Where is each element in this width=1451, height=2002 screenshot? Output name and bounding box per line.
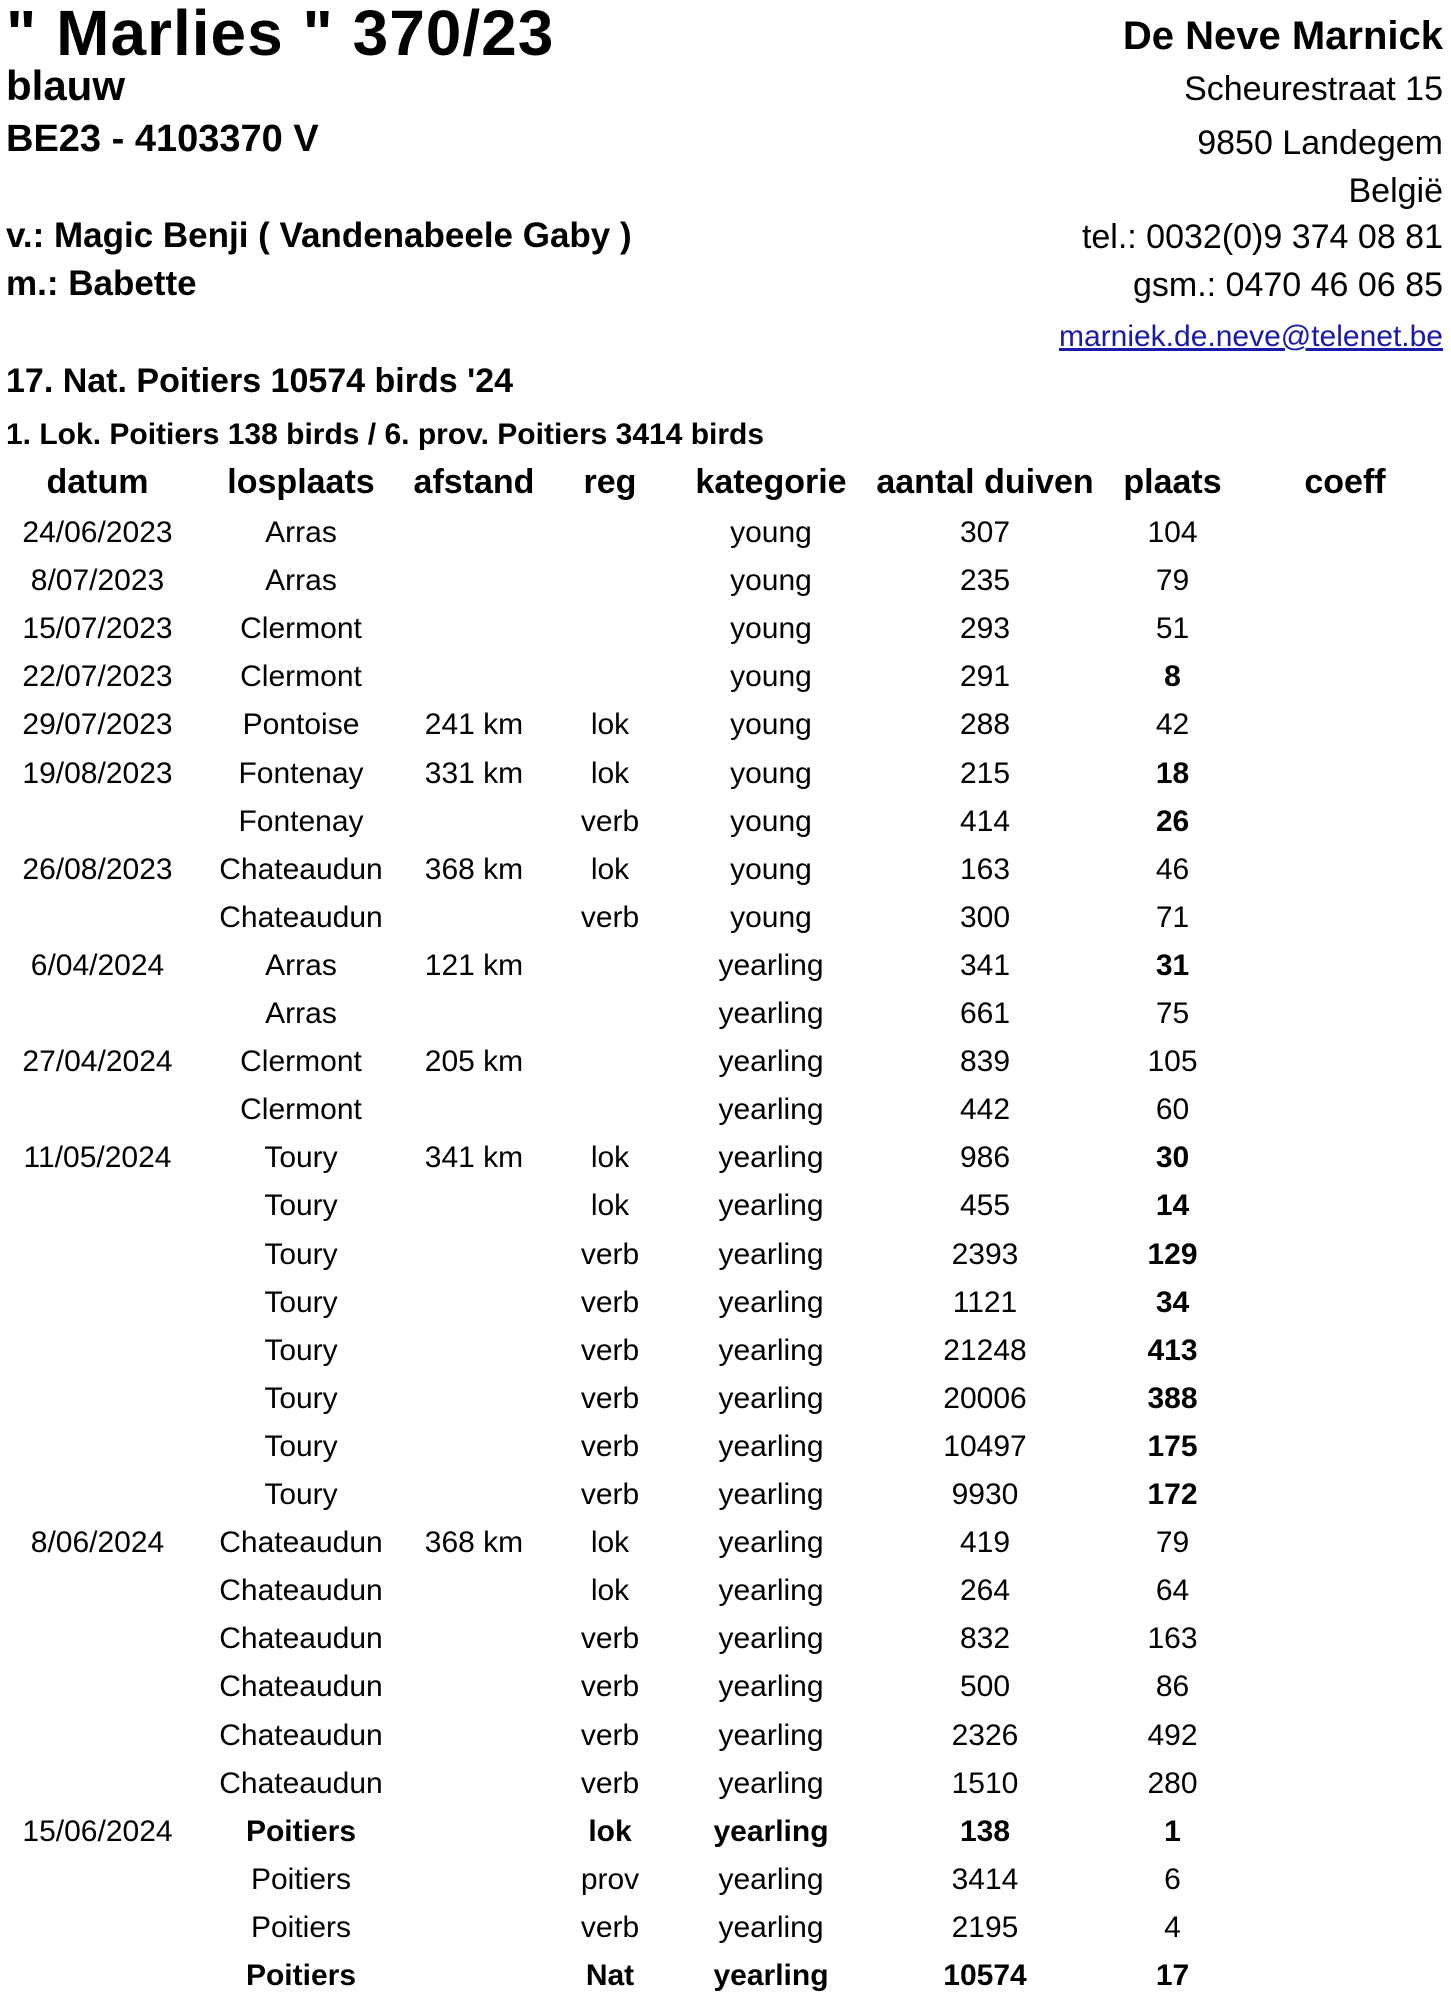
cell-aantal-duiven: 1121 (952, 1285, 1018, 1319)
cell-kategorie: young (730, 660, 812, 694)
cell-losplaats: Chateaudun (219, 1718, 383, 1752)
table-row (0, 1808, 1451, 1856)
cell-losplaats: Toury (264, 1189, 338, 1223)
cell-plaats: 42 (1155, 708, 1190, 742)
cell-losplaats: Toury (264, 1285, 338, 1319)
table-row (0, 701, 1451, 749)
cell-losplaats: Clermont (240, 612, 362, 646)
cell-losplaats: Arras (265, 997, 337, 1030)
table-row (0, 798, 1451, 846)
cell-kategorie: yearling (718, 1526, 824, 1560)
cell-aantal-duiven: 3414 (951, 1862, 1019, 1896)
table-row (0, 1231, 1451, 1279)
cell-losplaats: Arras (265, 564, 337, 598)
cell-aantal-duiven: 414 (959, 804, 1011, 838)
table-row (0, 653, 1451, 701)
sire-line: v.: Magic Benji ( Vandenabeele Gaby ) (6, 216, 632, 255)
table-row (0, 1182, 1451, 1230)
cell-plaats: 71 (1155, 900, 1190, 934)
cell-aantal-duiven: 832 (959, 1622, 1011, 1656)
cell-losplaats: Toury (264, 1429, 338, 1463)
cell-datum: 22/07/2023 (22, 660, 173, 694)
cell-afstand: 341 km (424, 1141, 524, 1175)
cell-kategorie: young (730, 900, 812, 934)
table-row (0, 557, 1451, 605)
ring-number: BE23 - 4103370 V (6, 118, 319, 160)
cell-datum: 8/06/2024 (30, 1526, 165, 1560)
cell-datum: 8/07/2023 (30, 564, 165, 598)
cell-kategorie: yearling (718, 1429, 824, 1463)
cell-losplaats: Toury (264, 1237, 338, 1271)
cell-plaats: 30 (1155, 1141, 1190, 1175)
cell-kategorie: yearling (718, 1622, 824, 1656)
column-header-coeff: coeff (1304, 463, 1386, 501)
owner-street: Scheurestraat 15 (1184, 70, 1443, 108)
cell-aantal-duiven: 215 (959, 756, 1011, 790)
table-row (0, 1038, 1451, 1086)
cell-kategorie: yearling (718, 948, 824, 982)
table-header-row (0, 458, 1451, 506)
pigeon-name-title: " Marlies " 370/23 (6, 0, 555, 69)
column-header-reg: reg (583, 463, 637, 501)
cell-afstand: 331 km (424, 756, 524, 790)
cell-reg: verb (580, 804, 640, 838)
cell-plaats: 75 (1155, 997, 1190, 1030)
table-row (0, 894, 1451, 942)
cell-kategorie: young (730, 756, 812, 790)
cell-losplaats: Arras (265, 948, 337, 982)
cell-kategorie: yearling (718, 1189, 824, 1223)
cell-aantal-duiven: 264 (959, 1574, 1011, 1608)
cell-plaats: 172 (1147, 1478, 1198, 1511)
cell-aantal-duiven: 455 (959, 1189, 1011, 1223)
column-header-datum: datum (46, 463, 149, 501)
cell-aantal-duiven: 291 (959, 660, 1011, 694)
cell-afstand: 368 km (424, 852, 524, 886)
cell-losplaats: Poitiers (250, 1910, 352, 1944)
cell-reg: lok (590, 1526, 630, 1560)
table-row (0, 1952, 1451, 2000)
cell-aantal-duiven: 839 (959, 1045, 1011, 1079)
cell-plaats: 388 (1147, 1381, 1198, 1415)
table-row (0, 1327, 1451, 1375)
owner-telephone: tel.: 0032(0)9 374 08 81 (1081, 218, 1443, 256)
cell-aantal-duiven: 138 (959, 1814, 1011, 1848)
cell-aantal-duiven: 341 (959, 948, 1011, 982)
cell-losplaats: Chateaudun (219, 1574, 383, 1608)
cell-losplaats: Toury (264, 1478, 338, 1511)
cell-plaats: 129 (1147, 1237, 1198, 1271)
cell-reg: prov (580, 1862, 640, 1896)
cell-plaats: 26 (1155, 804, 1190, 838)
owner-email-link[interactable]: marniek.de.neve@telenet.be (1058, 320, 1443, 353)
table-row (0, 1471, 1451, 1519)
cell-kategorie: young (730, 804, 812, 838)
cell-reg: verb (580, 1285, 640, 1319)
cell-datum: 24/06/2023 (22, 516, 173, 549)
column-header-aantal-duiven: aantal duiven (876, 463, 1094, 501)
cell-reg: lok (590, 852, 630, 886)
table-row (0, 1712, 1451, 1760)
owner-country: België (1348, 172, 1443, 210)
cell-plaats: 17 (1155, 1959, 1190, 1992)
cell-plaats: 105 (1147, 1045, 1198, 1079)
cell-plaats: 31 (1155, 948, 1190, 982)
cell-afstand: 368 km (424, 1526, 524, 1560)
table-row (0, 942, 1451, 990)
cell-aantal-duiven: 288 (959, 708, 1011, 742)
cell-aantal-duiven: 307 (959, 516, 1011, 549)
cell-kategorie: yearling (718, 1478, 824, 1511)
cell-losplaats: Clermont (240, 1045, 362, 1079)
cell-plaats: 280 (1147, 1766, 1198, 1800)
cell-reg: Nat (585, 1959, 635, 1992)
cell-datum: 26/08/2023 (22, 852, 173, 886)
cell-reg: verb (580, 900, 640, 934)
cell-losplaats: Toury (264, 1381, 338, 1415)
cell-plaats: 79 (1155, 1526, 1190, 1560)
cell-aantal-duiven: 419 (959, 1526, 1011, 1560)
cell-kategorie: yearling (718, 1093, 824, 1127)
cell-aantal-duiven: 2195 (951, 1910, 1019, 1944)
table-row (0, 990, 1451, 1038)
cell-reg: verb (580, 1718, 640, 1752)
table-row (0, 1279, 1451, 1327)
table-row (0, 509, 1451, 557)
table-row (0, 1423, 1451, 1471)
cell-plaats: 492 (1147, 1718, 1198, 1752)
cell-kategorie: yearling (713, 1959, 829, 1992)
cell-kategorie: yearling (718, 1718, 824, 1752)
cell-datum: 6/04/2024 (30, 948, 165, 982)
cell-reg: lok (590, 708, 630, 742)
cell-reg: verb (580, 1670, 640, 1704)
cell-losplaats: Toury (264, 1141, 338, 1175)
cell-kategorie: yearling (718, 1574, 824, 1608)
cell-aantal-duiven: 20006 (943, 1381, 1027, 1415)
cell-kategorie: yearling (718, 1670, 824, 1704)
cell-kategorie: yearling (718, 1237, 824, 1271)
cell-losplaats: Poitiers (245, 1959, 357, 1992)
cell-afstand: 121 km (424, 948, 524, 982)
cell-kategorie: yearling (718, 1910, 824, 1944)
cell-aantal-duiven: 10497 (943, 1429, 1027, 1463)
cell-plaats: 18 (1155, 756, 1190, 790)
cell-reg: verb (580, 1766, 640, 1800)
headline-main-result: 17. Nat. Poitiers 10574 birds '24 (6, 362, 514, 400)
cell-plaats: 51 (1155, 612, 1190, 646)
cell-plaats: 14 (1155, 1189, 1190, 1223)
cell-losplaats: Clermont (240, 1093, 362, 1127)
table-row (0, 1856, 1451, 1904)
cell-plaats: 1 (1164, 1814, 1181, 1848)
cell-losplaats: Chateaudun (219, 1766, 383, 1800)
cell-plaats: 46 (1155, 852, 1190, 886)
table-row (0, 1375, 1451, 1423)
cell-kategorie: yearling (718, 1285, 824, 1319)
cell-losplaats: Chateaudun (219, 900, 383, 934)
table-row (0, 1519, 1451, 1567)
cell-plaats: 86 (1155, 1670, 1190, 1704)
column-header-kategorie: kategorie (695, 463, 847, 501)
table-row (0, 1567, 1451, 1615)
cell-afstand: 205 km (424, 1045, 524, 1079)
cell-aantal-duiven: 2326 (951, 1718, 1019, 1752)
table-row (0, 1663, 1451, 1711)
cell-aantal-duiven: 986 (959, 1141, 1011, 1175)
cell-reg: verb (580, 1910, 640, 1944)
cell-aantal-duiven: 500 (959, 1670, 1011, 1704)
cell-aantal-duiven: 1510 (951, 1766, 1019, 1800)
cell-kategorie: yearling (718, 1862, 824, 1896)
cell-datum: 29/07/2023 (22, 708, 173, 742)
cell-afstand: 241 km (424, 708, 524, 742)
cell-kategorie: young (730, 564, 812, 598)
cell-datum: 15/07/2023 (22, 612, 173, 646)
cell-reg: verb (580, 1429, 640, 1463)
cell-plaats: 79 (1155, 564, 1190, 598)
cell-reg: lok (588, 1814, 632, 1848)
column-header-plaats: plaats (1123, 463, 1222, 501)
cell-aantal-duiven: 10574 (943, 1959, 1027, 1992)
cell-aantal-duiven: 163 (959, 852, 1011, 886)
table-row (0, 1760, 1451, 1808)
table-row (0, 1615, 1451, 1663)
cell-plaats: 64 (1155, 1574, 1190, 1608)
cell-losplaats: Clermont (240, 660, 362, 694)
cell-plaats: 175 (1147, 1429, 1198, 1463)
cell-kategorie: young (730, 516, 812, 549)
table-row (0, 605, 1451, 653)
cell-datum: 27/04/2024 (22, 1045, 173, 1079)
cell-plaats: 6 (1164, 1862, 1181, 1896)
cell-kategorie: yearling (718, 1045, 824, 1079)
table-row (0, 1086, 1451, 1134)
cell-datum: 11/05/2024 (23, 1141, 172, 1175)
cell-plaats: 4 (1164, 1910, 1181, 1944)
cell-losplaats: Pontoise (242, 708, 360, 742)
cell-losplaats: Chateaudun (219, 852, 383, 886)
cell-plaats: 413 (1147, 1333, 1198, 1367)
cell-kategorie: yearling (718, 997, 824, 1030)
table-row (0, 1134, 1451, 1182)
cell-reg: verb (580, 1381, 640, 1415)
cell-losplaats: Chateaudun (219, 1670, 383, 1704)
cell-plaats: 163 (1147, 1622, 1198, 1656)
cell-kategorie: yearling (718, 1381, 824, 1415)
owner-name: De Neve Marnick (1122, 14, 1443, 58)
cell-losplaats: Chateaudun (219, 1526, 383, 1560)
cell-aantal-duiven: 442 (959, 1093, 1011, 1127)
column-header-afstand: afstand (413, 463, 535, 501)
cell-aantal-duiven: 235 (959, 564, 1011, 598)
owner-city: 9850 Landegem (1197, 124, 1443, 162)
cell-reg: verb (580, 1622, 640, 1656)
cell-reg: lok (590, 1574, 630, 1608)
cell-kategorie: yearling (718, 1333, 824, 1367)
cell-aantal-duiven: 300 (959, 900, 1011, 934)
cell-losplaats: Poitiers (250, 1862, 352, 1896)
cell-reg: verb (580, 1478, 640, 1511)
cell-plaats: 104 (1147, 516, 1198, 549)
dam-line: m.: Babette (6, 264, 197, 303)
column-header-losplaats: losplaats (227, 463, 375, 501)
cell-kategorie: yearling (718, 1141, 824, 1175)
cell-reg: lok (590, 756, 630, 790)
cell-plaats: 60 (1155, 1093, 1190, 1127)
cell-kategorie: yearling (713, 1814, 829, 1848)
cell-datum: 19/08/2023 (22, 756, 173, 790)
cell-aantal-duiven: 2393 (951, 1237, 1019, 1271)
cell-kategorie: young (730, 852, 812, 886)
cell-plaats: 8 (1164, 660, 1181, 694)
cell-aantal-duiven: 293 (959, 612, 1011, 646)
pigeon-color: blauw (6, 62, 126, 109)
cell-losplaats: Fontenay (238, 756, 364, 790)
cell-losplaats: Arras (265, 516, 337, 549)
cell-reg: verb (580, 1237, 640, 1271)
cell-kategorie: young (730, 708, 812, 742)
cell-aantal-duiven: 21248 (943, 1333, 1027, 1367)
table-row (0, 846, 1451, 894)
cell-reg: lok (590, 1189, 630, 1223)
cell-kategorie: young (730, 612, 812, 646)
cell-reg: lok (590, 1141, 630, 1175)
headline-sub-result: 1. Lok. Poitiers 138 birds / 6. prov. Poitiers 3414 birds (6, 418, 765, 451)
cell-aantal-duiven: 9930 (951, 1478, 1019, 1511)
cell-reg: verb (580, 1333, 640, 1367)
cell-losplaats: Chateaudun (219, 1622, 383, 1656)
table-row (0, 750, 1451, 798)
cell-datum: 15/06/2024 (22, 1814, 173, 1848)
cell-losplaats: Fontenay (238, 804, 364, 838)
table-row (0, 1904, 1451, 1952)
cell-losplaats: Toury (264, 1333, 338, 1367)
cell-kategorie: yearling (718, 1766, 824, 1800)
cell-plaats: 34 (1155, 1285, 1190, 1319)
cell-aantal-duiven: 661 (959, 997, 1011, 1030)
cell-losplaats: Poitiers (245, 1814, 357, 1848)
owner-mobile: gsm.: 0470 46 06 85 (1132, 266, 1443, 304)
